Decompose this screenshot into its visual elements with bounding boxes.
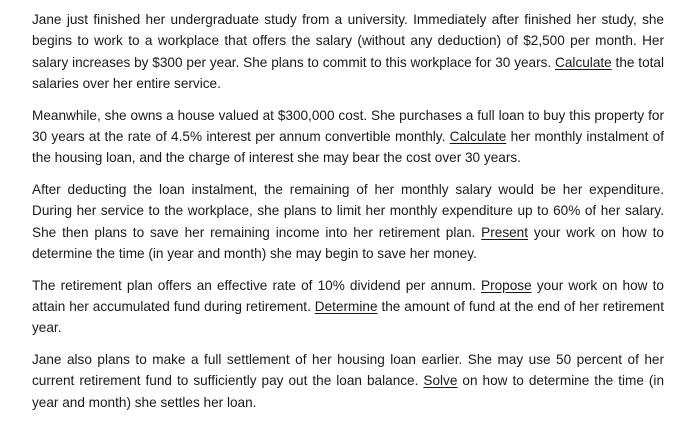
text-segment: Jane just finished her undergraduate study from a university. Immediately after finished her study, she begins to work to a workplace that offers the salary (without any deduction) of $2,500 per month. Her salary increases by $300 per year. She plans to commit to this workplace for 30 years. [32, 12, 664, 70]
text-segment: The retirement plan offers an effective rate of 10% dividend per annum. [32, 277, 482, 293]
text-segment: the amount of fund at the end of her retirement year. [32, 299, 664, 336]
text-segment: your work on how to determine the time (in year and month) she may begin to save her money. [32, 224, 664, 261]
text-segment: Meanwhile, she owns a house valued at $300,000 cost. She purchases a full loan to buy this property for 30 years at the rate of 4.5% interest per annum convertible monthly. [32, 107, 664, 144]
underlined-keyword-determine: Determine [314, 299, 378, 315]
text-segment: Jane also plans to make a full settlement of her housing loan earlier. She may use 50 percent of her current retirement fund to sufficiently pay out the loan balance. [32, 352, 664, 389]
underlined-keyword-present: Present [481, 224, 529, 240]
underlined-keyword-solve: Solve [423, 373, 458, 389]
paragraph-expenditure [32, 179, 664, 264]
paragraph-housing-loan [32, 105, 664, 169]
underlined-keyword-calculate: Calculate [555, 54, 612, 70]
text-segment: After deducting the loan instalment, the remaining of her monthly salary would be her expenditure. During her service to the workplace, she plans to limit her monthly expenditure up to 60% of her salary. She then plans to save her remaining income into her retirement plan. [32, 182, 664, 240]
document-body [32, 9, 664, 424]
paragraph-salary [32, 9, 664, 94]
text-segment: her monthly instalment of the housing loan, and the charge of interest she may bear the cost over 30 years. [32, 128, 664, 166]
paragraph-retirement-plan [32, 275, 664, 339]
paragraph-loan-settlement [32, 349, 664, 413]
underlined-keyword-calculate: Calculate [449, 128, 507, 144]
text-segment: on how to determine the time (in year and month) she settles her loan. [32, 373, 665, 410]
text-segment: your work on how to attain her accumulated fund during retirement. [32, 277, 664, 315]
underlined-keyword-propose: Propose [481, 277, 532, 293]
text-segment: the total salaries over her entire service. [32, 54, 664, 91]
